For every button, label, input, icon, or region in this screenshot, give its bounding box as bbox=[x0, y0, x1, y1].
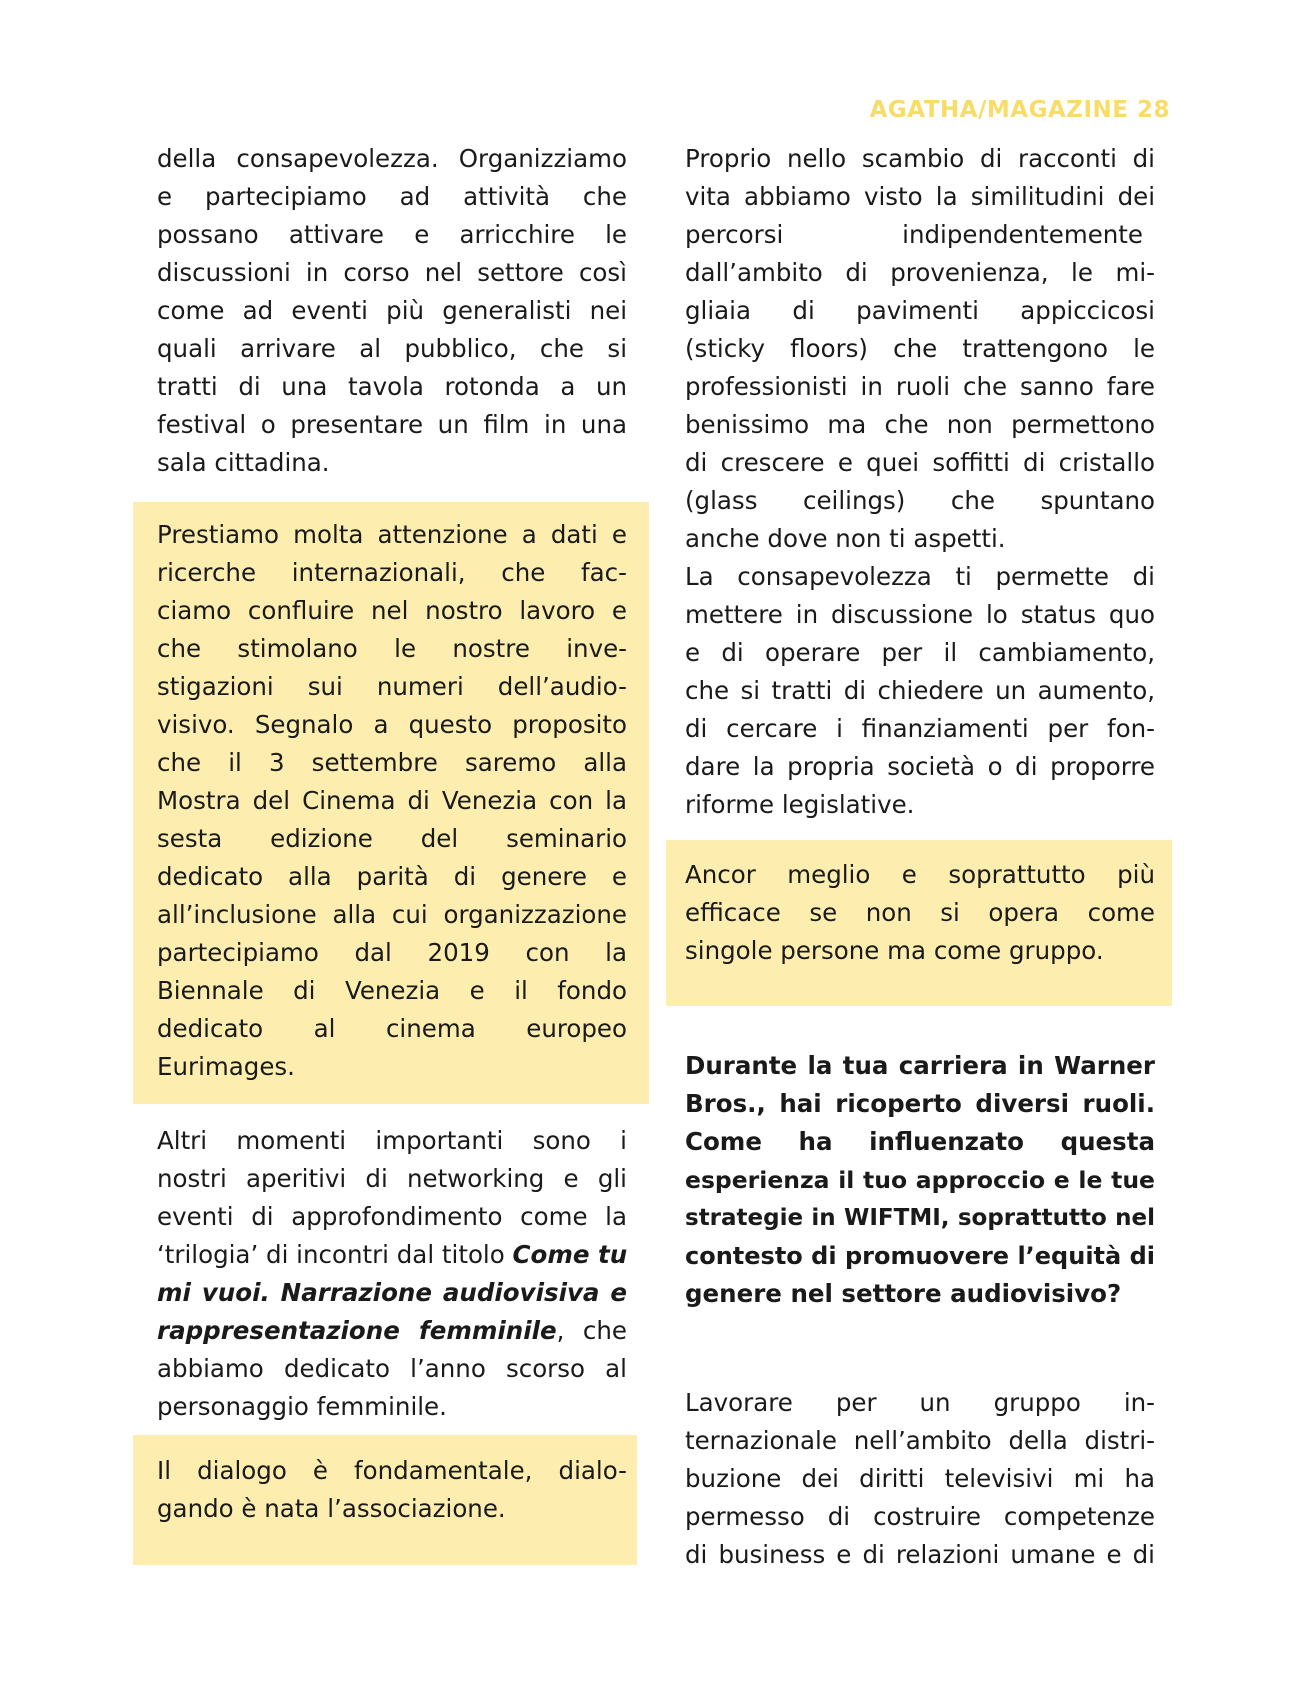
text-line: dare la propria società o di proporre bbox=[685, 752, 1155, 781]
text-line: dedicato al cinema europeo bbox=[157, 1014, 627, 1043]
title-emphasis: mi vuoi. Narrazione audiovisiva e bbox=[157, 1278, 627, 1307]
text-line: efficace se non si opera come bbox=[685, 898, 1155, 927]
title-emphasis: Come tu bbox=[512, 1240, 628, 1269]
text-line: La consapevolezza ti permette di bbox=[685, 562, 1155, 591]
text-line: festival o presentare un film in una bbox=[157, 410, 627, 439]
text-line: dall’ambito di provenienza, le mi- bbox=[685, 258, 1155, 287]
left-paragraph-2 bbox=[157, 1122, 627, 1426]
magazine-header: AGATHA/MAGAZINE 28 bbox=[869, 97, 1170, 123]
text-line: strategie in WIFTMI, soprattutto nel bbox=[685, 1205, 1155, 1231]
text-line: abbiamo dedicato l’anno scorso al bbox=[157, 1354, 627, 1383]
text-line: Prestiamo molta attenzione a dati e bbox=[157, 520, 627, 549]
left-highlight-paragraph-2 bbox=[157, 1452, 627, 1528]
text-line: Mostra del Cinema di Venezia con la bbox=[157, 786, 627, 815]
left-paragraph-1 bbox=[157, 140, 627, 482]
text-line: Come ha influenzato questa bbox=[685, 1127, 1155, 1156]
text-line: discussioni in corso nel settore così bbox=[157, 258, 627, 287]
interview-answer bbox=[685, 1384, 1155, 1574]
text-line: di cercare i finanziamenti per fon- bbox=[685, 714, 1155, 743]
text-line: che stimolano le nostre inve- bbox=[157, 634, 627, 663]
text-line: tratti di una tavola rotonda a un bbox=[157, 372, 627, 401]
text-line: e di operare per il cambiamento, bbox=[685, 638, 1155, 667]
text-line: genere nel settore audiovisivo? bbox=[685, 1279, 1122, 1308]
text-line: Il dialogo è fondamentale, dialo- bbox=[157, 1456, 627, 1485]
text-line: anche dove non ti aspetti. bbox=[685, 524, 1006, 553]
left-highlight-text-1 bbox=[157, 516, 627, 1086]
left-paragraph-2-wrap bbox=[157, 1122, 627, 1426]
text-line: visivo. Segnalo a questo proposito bbox=[157, 710, 627, 739]
text-line: stigazioni sui numeri dell’audio- bbox=[157, 672, 627, 701]
text-line: Proprio nello scambio di racconti di bbox=[685, 144, 1155, 173]
text-line: personaggio femminile. bbox=[157, 1392, 447, 1421]
text-line: professionisti in ruoli che sanno fare bbox=[685, 372, 1155, 401]
text-line: sala cittadina. bbox=[157, 448, 330, 477]
text-line: dedicato alla parità di genere e bbox=[157, 862, 627, 891]
interview-question bbox=[685, 1047, 1155, 1313]
text-line: possano attivare e arricchire le bbox=[157, 220, 627, 249]
title-emphasis: rappresentazione femminile bbox=[157, 1316, 557, 1345]
left-column bbox=[157, 140, 627, 482]
text-line: della consapevolezza. Organizziamo bbox=[157, 144, 627, 173]
text-line bbox=[157, 1236, 627, 1274]
right-column bbox=[685, 140, 1155, 824]
text-line: gliaia di pavimenti appiccicosi bbox=[685, 296, 1155, 325]
text-line: contesto di promuovere l’equità di bbox=[685, 1242, 1155, 1270]
left-highlight-text-2 bbox=[157, 1452, 627, 1528]
text-line: che il 3 settembre saremo alla bbox=[157, 748, 627, 777]
text-line: nostri aperitivi di networking e gli bbox=[157, 1164, 627, 1193]
right-paragraph-1 bbox=[685, 140, 1155, 824]
text-line: mettere in discussione lo status quo bbox=[685, 600, 1155, 629]
text-line: eventi di approfondimento come la bbox=[157, 1202, 627, 1231]
text-line: di business e di relazioni umane e di bbox=[685, 1540, 1155, 1569]
text-run: , che bbox=[556, 1316, 627, 1345]
text-line: di crescere e quei soffitti di cristallo bbox=[685, 448, 1155, 477]
text-run: ‘trilogia’ di incontri dal titolo bbox=[157, 1240, 513, 1269]
right-highlight-paragraph bbox=[685, 856, 1155, 970]
text-line: gando è nata l’associazione. bbox=[157, 1494, 506, 1523]
text-line: percorsi indipendentemente bbox=[685, 220, 1143, 249]
text-line: sesta edizione del seminario bbox=[157, 824, 627, 853]
text-line: singole persone ma come gruppo. bbox=[685, 936, 1104, 965]
text-line: vita abbiamo visto la similitudini dei bbox=[685, 182, 1155, 211]
text-line: Lavorare per un gruppo in- bbox=[685, 1388, 1155, 1417]
interview-question-wrap bbox=[685, 1047, 1155, 1313]
text-line: buzione dei diritti televisivi mi ha bbox=[685, 1464, 1155, 1493]
text-line: ricerche internazionali, che fac- bbox=[157, 558, 627, 587]
text-line: che si tratti di chiedere un aumento, bbox=[685, 676, 1155, 705]
text-line: (glass ceilings) che spuntano bbox=[685, 486, 1155, 515]
text-line: esperienza il tuo approccio e le tue bbox=[685, 1166, 1155, 1194]
text-line: riforme legislative. bbox=[685, 790, 915, 819]
text-line: ternazionale nell’ambito della distri- bbox=[685, 1426, 1155, 1455]
text-line: come ad eventi più generalisti nei bbox=[157, 296, 627, 325]
text-line: e partecipiamo ad attività che bbox=[157, 182, 627, 211]
right-highlight-text bbox=[685, 856, 1155, 970]
text-line: ciamo confluire nel nostro lavoro e bbox=[157, 596, 627, 625]
interview-answer-wrap bbox=[685, 1384, 1155, 1574]
text-line: permesso di costruire competenze bbox=[685, 1502, 1155, 1531]
text-line: Ancor meglio e soprattutto più bbox=[685, 860, 1155, 889]
text-line: partecipiamo dal 2019 con la bbox=[157, 938, 627, 967]
text-line: Altri momenti importanti sono i bbox=[157, 1126, 627, 1155]
text-line: (sticky floors) che trattengono le bbox=[685, 334, 1155, 363]
left-highlight-paragraph-1 bbox=[157, 516, 627, 1086]
text-line: Biennale di Venezia e il fondo bbox=[157, 976, 627, 1005]
text-line: Durante la tua carriera in Warner bbox=[685, 1051, 1155, 1080]
text-line: benissimo ma che non permettono bbox=[685, 410, 1155, 439]
text-line bbox=[157, 1312, 627, 1350]
text-line: Bros., hai ricoperto diversi ruoli. bbox=[685, 1089, 1155, 1118]
text-line: quali arrivare al pubblico, che si bbox=[157, 334, 627, 363]
text-line: Eurimages. bbox=[157, 1052, 295, 1081]
text-line: all’inclusione alla cui organizzazione bbox=[157, 900, 627, 929]
